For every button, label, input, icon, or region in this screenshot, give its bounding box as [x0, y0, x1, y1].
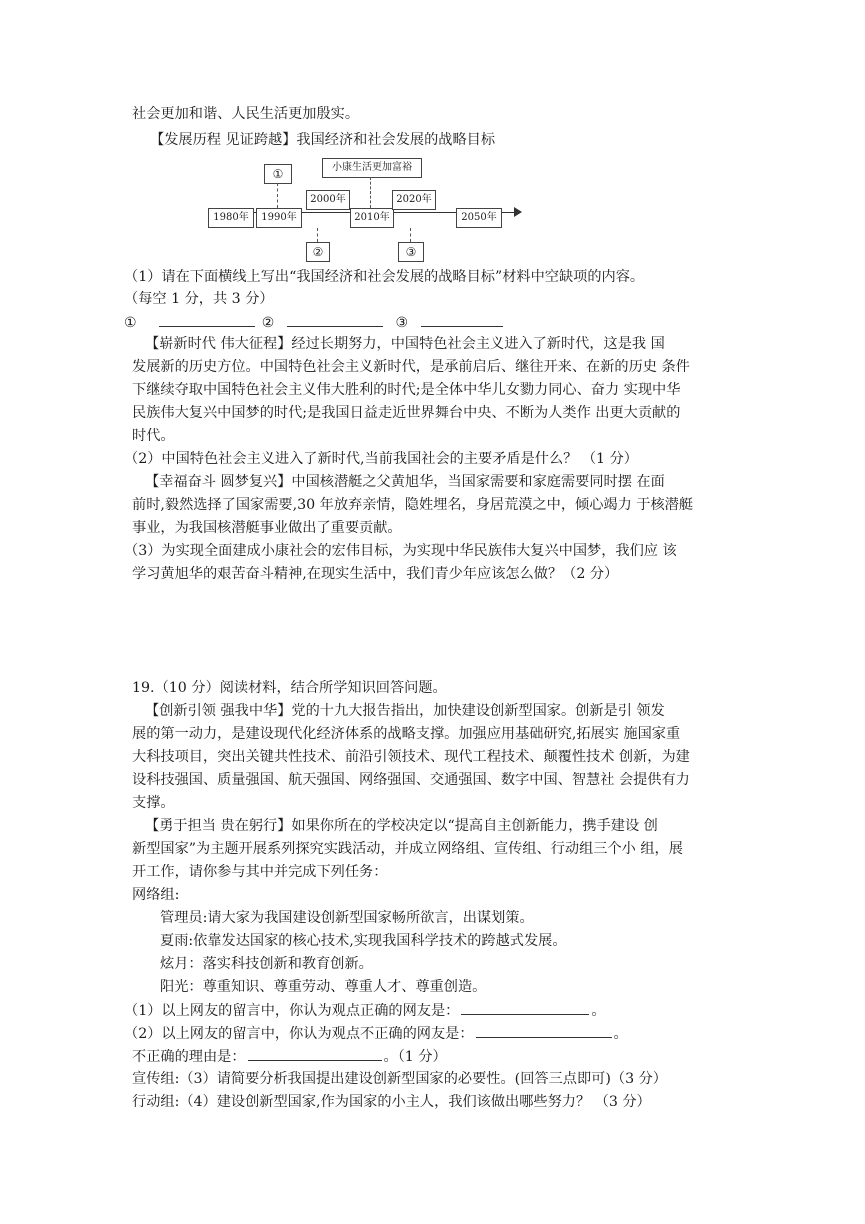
blank-label-1: ① [124, 315, 137, 331]
message-xiayu: 夏雨:依靠发达国家的核心技术,实现我国科学技术的跨越式发展。 [160, 933, 567, 949]
question-4-1 [124, 1000, 606, 1021]
paragraph-line: 大科技项目，突出关键共性技术、前沿引领技术、现代工程技术、颠覆性技术 创新，为建 [132, 749, 690, 765]
question-19-heading: 19.（10 分）阅读材料，结合所学知识回答问题。 [132, 680, 447, 696]
blank-label-2: ② [261, 315, 275, 331]
question-3-cont: 学习黄旭华的艰苦奋斗精神,在现实生活中，我们青少年应该怎么做？（2 分） [132, 566, 619, 582]
paragraph-line: 前时,毅然选择了国家需要,30 年放弃亲情，隐姓埋名，身居荒漠之中，倾心竭力 于核潜艇 [132, 497, 694, 513]
answer-blank-3[interactable] [421, 312, 503, 327]
message-xuanyue: 炫月：落实科技创新和教育创新。 [160, 956, 373, 972]
paragraph-line: 【崭新时代 伟大征程】经过长期努力，中国特色社会主义进入了新时代，这是我 国 [145, 336, 665, 352]
paragraph-line: 时代。 [132, 428, 175, 444]
connector-1 [277, 183, 278, 208]
paragraph-line: 【创新引领 强我中华】党的十九大报告指出，加快建设创新型国家。创新是引 领发 [145, 703, 665, 719]
question-4-reason [132, 1046, 447, 1067]
question-2: （2）中国特色社会主义进入了新时代,当前我国社会的主要矛盾是什么？ （1 分） [124, 451, 638, 467]
period: 。 [591, 1003, 606, 1019]
connector-2 [317, 228, 318, 242]
section-heading-development: 【发展历程 见证跨越】我国经济和社会发展的战略目标 [150, 132, 496, 148]
year-2000-box: 2000年 [306, 190, 350, 210]
paragraph-line: 支撑。 [132, 795, 175, 811]
goal-box: 小康生活更加富裕 [322, 158, 422, 178]
paragraph-line: 下继续夺取中国特色社会主义伟大胜利的时代;是全体中华儿女勠力同心、奋力 实现中华 [132, 382, 681, 398]
answer-blank-incorrect[interactable] [476, 1023, 612, 1038]
question-3: （3）为实现全面建成小康社会的宏伟目标，为实现中华民族伟大复兴中国梦，我们应 该 [124, 543, 677, 559]
paragraph-line: 发展新的历史方位。中国特色社会主义新时代，是承前启后、继往开来、在新的历史 条件 [132, 359, 690, 375]
question-4-reason-text: 不正确的理由是： [132, 1049, 246, 1065]
year-1980-box: 1980年 [208, 208, 254, 228]
paragraph-line: 事业，为我国核潜艇事业做出了重要贡献。 [132, 520, 402, 536]
blank-box-1: ① [264, 164, 292, 184]
blank-label-3: ③ [395, 315, 409, 331]
answer-blanks-row [124, 312, 505, 333]
blank-box-2: ② [306, 242, 330, 262]
year-2020-box: 2020年 [392, 190, 436, 210]
question-4-reason-score: 。（1 分） [383, 1049, 447, 1065]
year-2050-box: 2050年 [456, 208, 502, 228]
year-2010-box: 2010年 [350, 208, 394, 228]
message-admin: 管理员:请大家为我国建设创新型国家畅所欲言，出谋划策。 [160, 910, 534, 926]
timeline-arrow [514, 207, 522, 217]
paragraph-line: 民族伟大复兴中国梦的时代;是我国日益走近世界舞台中央、不断为人类作 出更大贡献的 [132, 405, 681, 421]
paragraph-line: 设科技强国、质量强国、航天强国、网络强国、交通强国、数字中国、智慧社 会提供有力 [132, 772, 690, 788]
paragraph-line: 【幸福奋斗 圆梦复兴】中国核潜艇之父黄旭华，当国家需要和家庭需要同时摆 在面 [145, 474, 665, 490]
question-1: （1）请在下面横线上写出“我国经济和社会发展的战略目标”材料中空缺项的内容。 [124, 269, 645, 285]
strategic-goal-timeline [200, 152, 530, 260]
network-group-label: 网络组: [132, 887, 180, 903]
blank-box-3: ③ [398, 242, 424, 262]
year-1990-box: 1990年 [256, 208, 302, 228]
question-4-2 [124, 1023, 628, 1044]
paragraph-line: 展的第一动力，是建设现代化经济体系的战略支撑。加强应用基础研究,拓展实 施国家重 [132, 726, 681, 742]
period: 。 [613, 1026, 628, 1042]
question-4-2-text: （2）以上网友的留言中，你认为观点不正确的网友是： [124, 1026, 474, 1042]
answer-blank-1[interactable] [159, 312, 255, 327]
paragraph-line: 【勇于担当 贵在躬行】如果你所在的学校决定以“提高自主创新能力，携手建设 创 [145, 818, 658, 834]
connector-3 [410, 228, 411, 242]
message-yangguang: 阳光：尊重知识、尊重劳动、尊重人才、尊重创造。 [160, 979, 487, 995]
paragraph-line: 开工作，请你参与其中并完成下列任务： [132, 864, 388, 880]
answer-blank-reason[interactable] [248, 1046, 382, 1061]
question-4-1-text: （1）以上网友的留言中，你认为观点正确的网友是： [124, 1003, 460, 1019]
question-1-score: （每空 1 分，共 3 分） [124, 291, 274, 307]
answer-blank-2[interactable] [287, 312, 383, 327]
text-line: 社会更加和谐、人民生活更加殷实。 [132, 106, 360, 122]
paragraph-line: 新型国家”为主题开展系列探究实践活动，并成立网络组、宣传组、行动组三个小 组，展 [132, 841, 683, 857]
connector-goal [370, 177, 371, 208]
answer-blank-correct[interactable] [461, 1000, 589, 1015]
question-action: 行动组:（4）建设创新型国家,作为国家的小主人，我们该做出哪些努力？ （3 分） [132, 1094, 651, 1110]
question-publicity: 宣传组:（3）请简要分析我国提出建设创新型国家的必要性。(回答三点即可)（3 分） [132, 1071, 667, 1087]
